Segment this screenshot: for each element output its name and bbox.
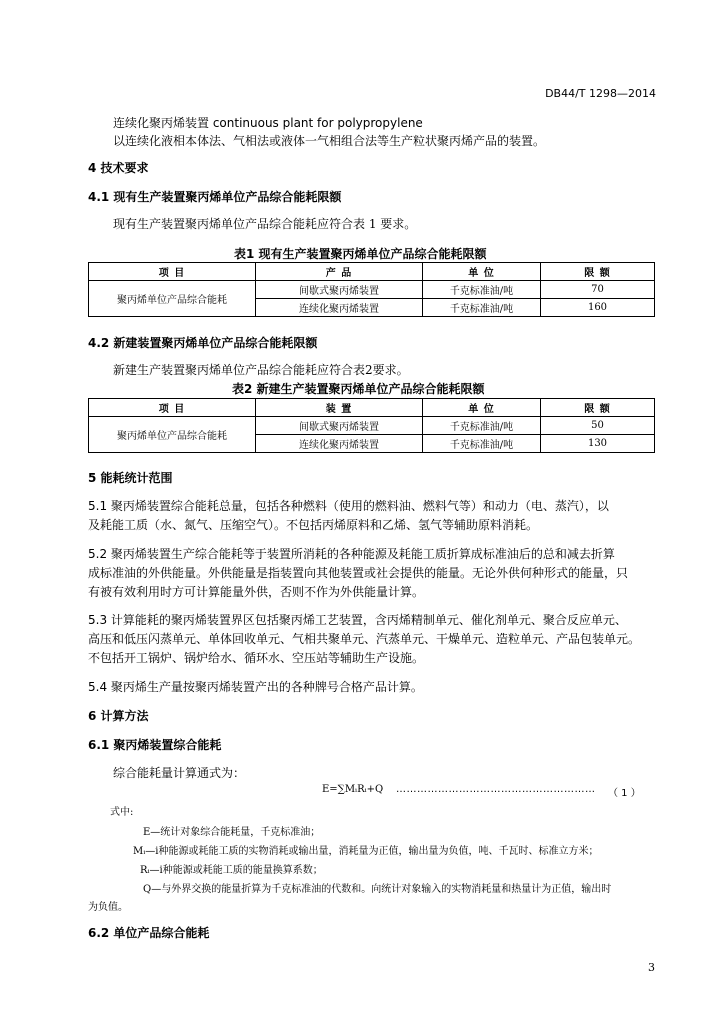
table-row [89, 417, 655, 435]
table-2 [88, 398, 655, 453]
table-1 [88, 262, 655, 317]
table-1-header-unit: 单 位 [423, 263, 541, 281]
definition-Ri: Rᵢ—i种能源或耗能工质的能量换算系数； [140, 865, 323, 876]
table-1-header-item: 项 目 [89, 263, 256, 281]
section-5-2-line-3: 有被有效利用时方可计算能量外供，否则不作为外供能量计算。 [88, 585, 425, 599]
table-cell-unit: 千克标准油/吨 [423, 281, 541, 299]
section-4-heading: 4 技术要求 [88, 161, 149, 175]
table-cell-limit: 160 [541, 299, 655, 317]
table-cell-limit: 50 [541, 417, 655, 435]
formula-intro: 综合能耗量计算通式为： [113, 766, 246, 780]
table-2-caption: 表2 新建生产装置聚丙烯单位产品综合能耗限额 [232, 382, 485, 396]
section-5-4-line-1: 5.4 聚丙烯生产量按聚丙烯装置产出的各种牌号合格产品计算。 [88, 680, 423, 694]
table-1-header-limit: 限 额 [541, 263, 655, 281]
table-cell-limit: 70 [541, 281, 655, 299]
section-4-2-heading: 4.2 新建装置聚丙烯单位产品综合能耗限额 [88, 336, 318, 350]
table-row [89, 281, 655, 299]
table-2-header-row [89, 399, 655, 417]
table-2-header-unit: 单 位 [423, 399, 541, 417]
section-5-1-line-2: 及耗能工质（水、氮气、压缩空气）。不包括丙烯原料和乙烯、氢气等辅助原料消耗。 [88, 518, 539, 532]
table-2-header-item: 项 目 [89, 399, 256, 417]
section-5-3-line-3: 不包括开工锅炉、锅炉给水、循环水、空压站等辅助生产设施。 [88, 651, 425, 665]
section-5-1-line-1: 5.1 聚丙烯装置综合能耗总量，包括各种燃料（使用的燃料油、燃料气等）和动力（电、蒸汽），以 [88, 499, 609, 513]
section-4-1-body: 现有生产装置聚丙烯单位产品综合能耗应符合表 1 要求。 [113, 217, 417, 231]
section-5-heading: 5 能耗统计范围 [88, 471, 173, 485]
section-6-heading: 6 计算方法 [88, 709, 149, 723]
definition-E: E—统计对象综合能耗量，千克标准油； [143, 827, 321, 838]
definition-Q: Q—与外界交换的能量折算为千克标准油的代数和。向统计对象输入的实物消耗量和热量计为正值，输出时 [143, 884, 612, 895]
table-2-item-cell: 聚丙烯单位产品综合能耗 [89, 417, 256, 453]
table-cell-product: 连续化聚丙烯装置 [256, 435, 423, 453]
section-4-2-body: 新建生产装置聚丙烯单位产品综合能耗应符合表2要求。 [113, 363, 409, 377]
table-2-header-limit: 限 额 [541, 399, 655, 417]
table-cell-unit: 千克标准油/吨 [423, 417, 541, 435]
definition-Q-continued: 为负值。 [88, 902, 128, 913]
definition-description: 以连续化液相本体法、气相法或液体一气相组合法等生产粒状聚丙烯产品的装置。 [113, 134, 546, 148]
page-number: 3 [648, 961, 655, 974]
section-4-1-heading: 4.1 现有生产装置聚丙烯单位产品综合能耗限额 [88, 190, 342, 204]
table-1-caption: 表1 现有生产装置聚丙烯单位产品综合能耗限额 [234, 247, 487, 261]
formula-leader: ………………………………………………… [396, 784, 596, 795]
formula: E=∑MᵢRᵢ+Q [322, 784, 384, 795]
equation-number: （ 1 ） [608, 788, 641, 799]
section-5-3-line-2: 高压和低压闪蒸单元、单体回收单元、气相共聚单元、汽蒸单元、干燥单元、造粒单元、产品包装单元。 [88, 632, 641, 646]
where-label: 式中: [110, 807, 134, 818]
table-1-item-cell: 聚丙烯单位产品综合能耗 [89, 281, 256, 317]
table-2-header-device: 装 置 [256, 399, 423, 417]
section-6-2-heading: 6.2 单位产品综合能耗 [88, 926, 210, 940]
table-cell-product: 间歇式聚丙烯装置 [256, 417, 423, 435]
table-cell-unit: 千克标准油/吨 [423, 299, 541, 317]
definition-term: 连续化聚丙烯装置 continuous plant for polypropylene [113, 116, 423, 130]
section-5-2-line-2: 成标准油的外供能量。外供能量是指装置向其他装置或社会提供的能量。无论外供何种形式的能量，只 [88, 566, 629, 580]
section-6-1-heading: 6.1 聚丙烯装置综合能耗 [88, 738, 222, 752]
table-1-header-row [89, 263, 655, 281]
table-cell-product: 间歇式聚丙烯装置 [256, 281, 423, 299]
table-cell-limit: 130 [541, 435, 655, 453]
table-cell-product: 连续化聚丙烯装置 [256, 299, 423, 317]
table-1-header-product: 产 品 [256, 263, 423, 281]
document-code: DB44/T 1298—2014 [545, 87, 656, 100]
section-5-2-line-1: 5.2 聚丙烯装置生产综合能耗等于装置所消耗的各种能源及耗能工质折算成标准油后的总和减去折算 [88, 547, 615, 561]
section-5-3-line-1: 5.3 计算能耗的聚丙烯装置界区包括聚丙烯工艺装置，含丙烯精制单元、催化剂单元、聚合反应单元、 [88, 613, 627, 627]
table-cell-unit: 千克标准油/吨 [423, 435, 541, 453]
definition-Mi: Mᵢ—i种能源或耗能工质的实物消耗或输出量，消耗量为正值，输出量为负值，吨、千瓦时、标准立方米； [133, 846, 599, 857]
